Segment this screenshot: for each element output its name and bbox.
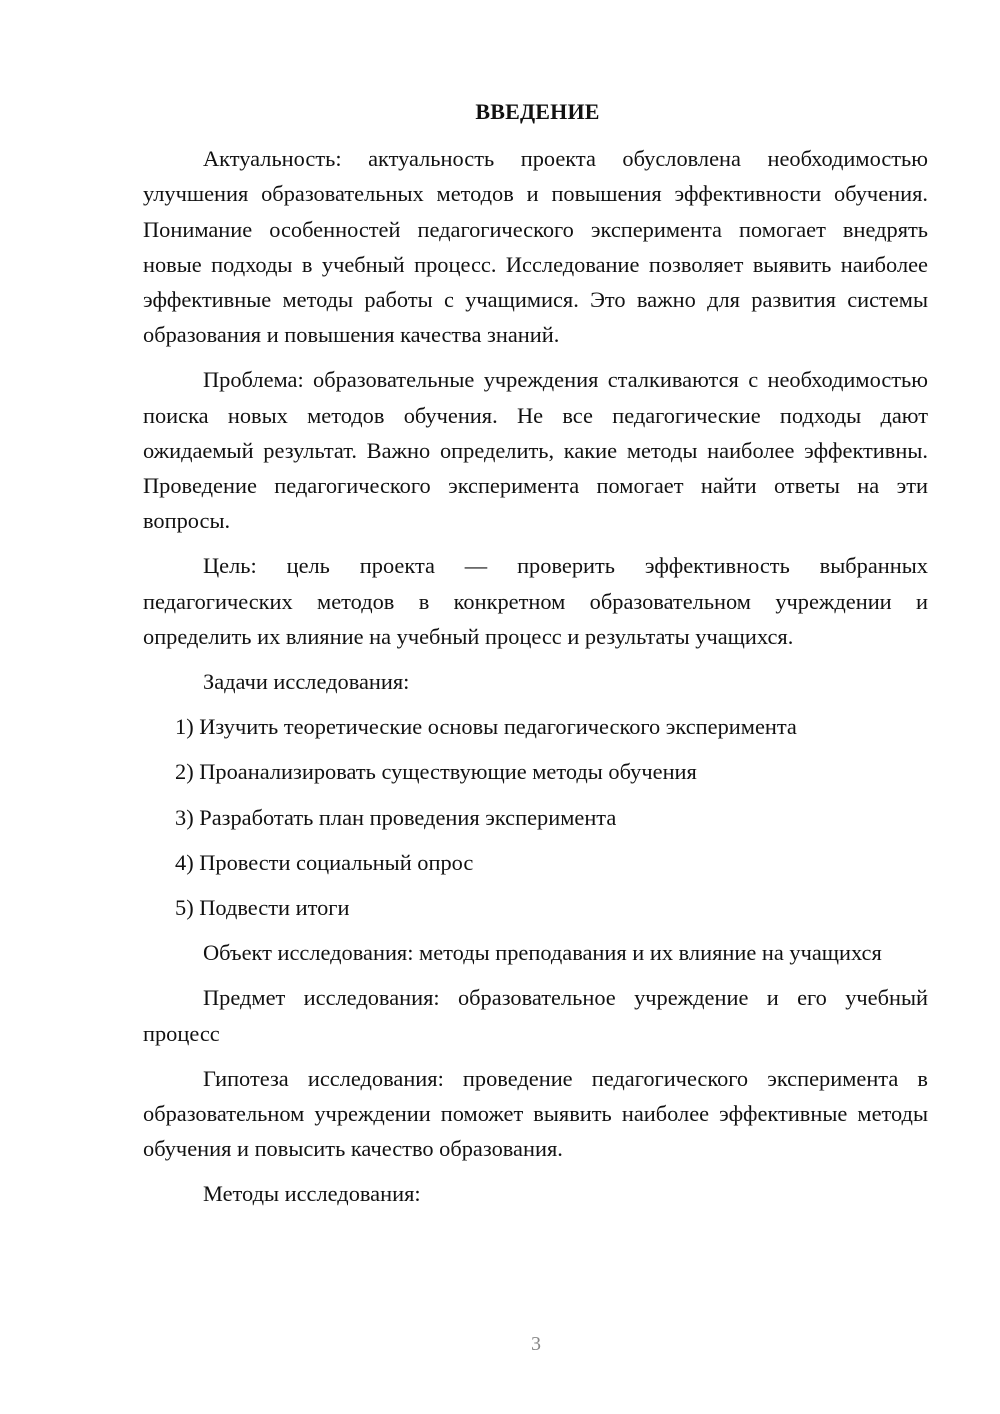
goal-paragraph: Цель: цель проекта — проверить эффективность выбранных педагогических методов в конкретном образовательном учреждении и определить их влияние на учебный процесс и результаты учащихся. <box>143 553 928 649</box>
subject-paragraph: Предмет исследования: образовательное учреждение и его учебный процесс <box>143 985 928 1046</box>
page-title: ВВЕДЕНИЕ <box>475 99 600 124</box>
task-item-5: 5) Подвести итоги <box>175 895 350 921</box>
task-item-4: 4) Провести социальный опрос <box>175 849 474 875</box>
task-item-1: 1) Изучить теоретические основы педагогического эксперимента <box>175 714 797 740</box>
task-item-2: 2) Проанализировать существующие методы обучения <box>175 759 697 785</box>
page-content <box>143 94 928 1222</box>
tasks-heading: Задачи исследования: <box>203 669 410 695</box>
problem-paragraph: Проблема: образовательные учреждения сталкиваются с необходимостью поиска новых методов обучения. Не все педагогические подходы дают ожидаемый результат. Важно определить, какие методы наиболее эффективны. Проведение педагогического эксперимента помогает найти ответы на эти вопросы. <box>143 367 928 534</box>
page-number: 3 <box>531 1333 541 1355</box>
task-item-3: 3) Разработать план проведения эксперимента <box>175 804 617 830</box>
hypothesis-paragraph: Гипотеза исследования: проведение педагогического эксперимента в образовательном учреждении поможет выявить наиболее эффективные методы обучения и повысить качество образования. <box>143 1065 928 1162</box>
methods-heading: Методы исследования: <box>203 1181 421 1207</box>
tasks-list <box>143 709 928 925</box>
relevance-paragraph: Актуальность: актуальность проекта обусловлена необходимостью улучшения образовательных методов и повышения эффективности обучения. Понимание особенностей педагогического эксперимента помогает внедрять новые подходы в учебный процесс. Исследование позволяет выявить наиболее эффективные методы работы с учащимися. Это важно для развития системы образования и повышения качества знаний. <box>143 146 928 348</box>
object-paragraph: Объект исследования: методы преподавания и их влияние на учащихся <box>203 940 882 966</box>
